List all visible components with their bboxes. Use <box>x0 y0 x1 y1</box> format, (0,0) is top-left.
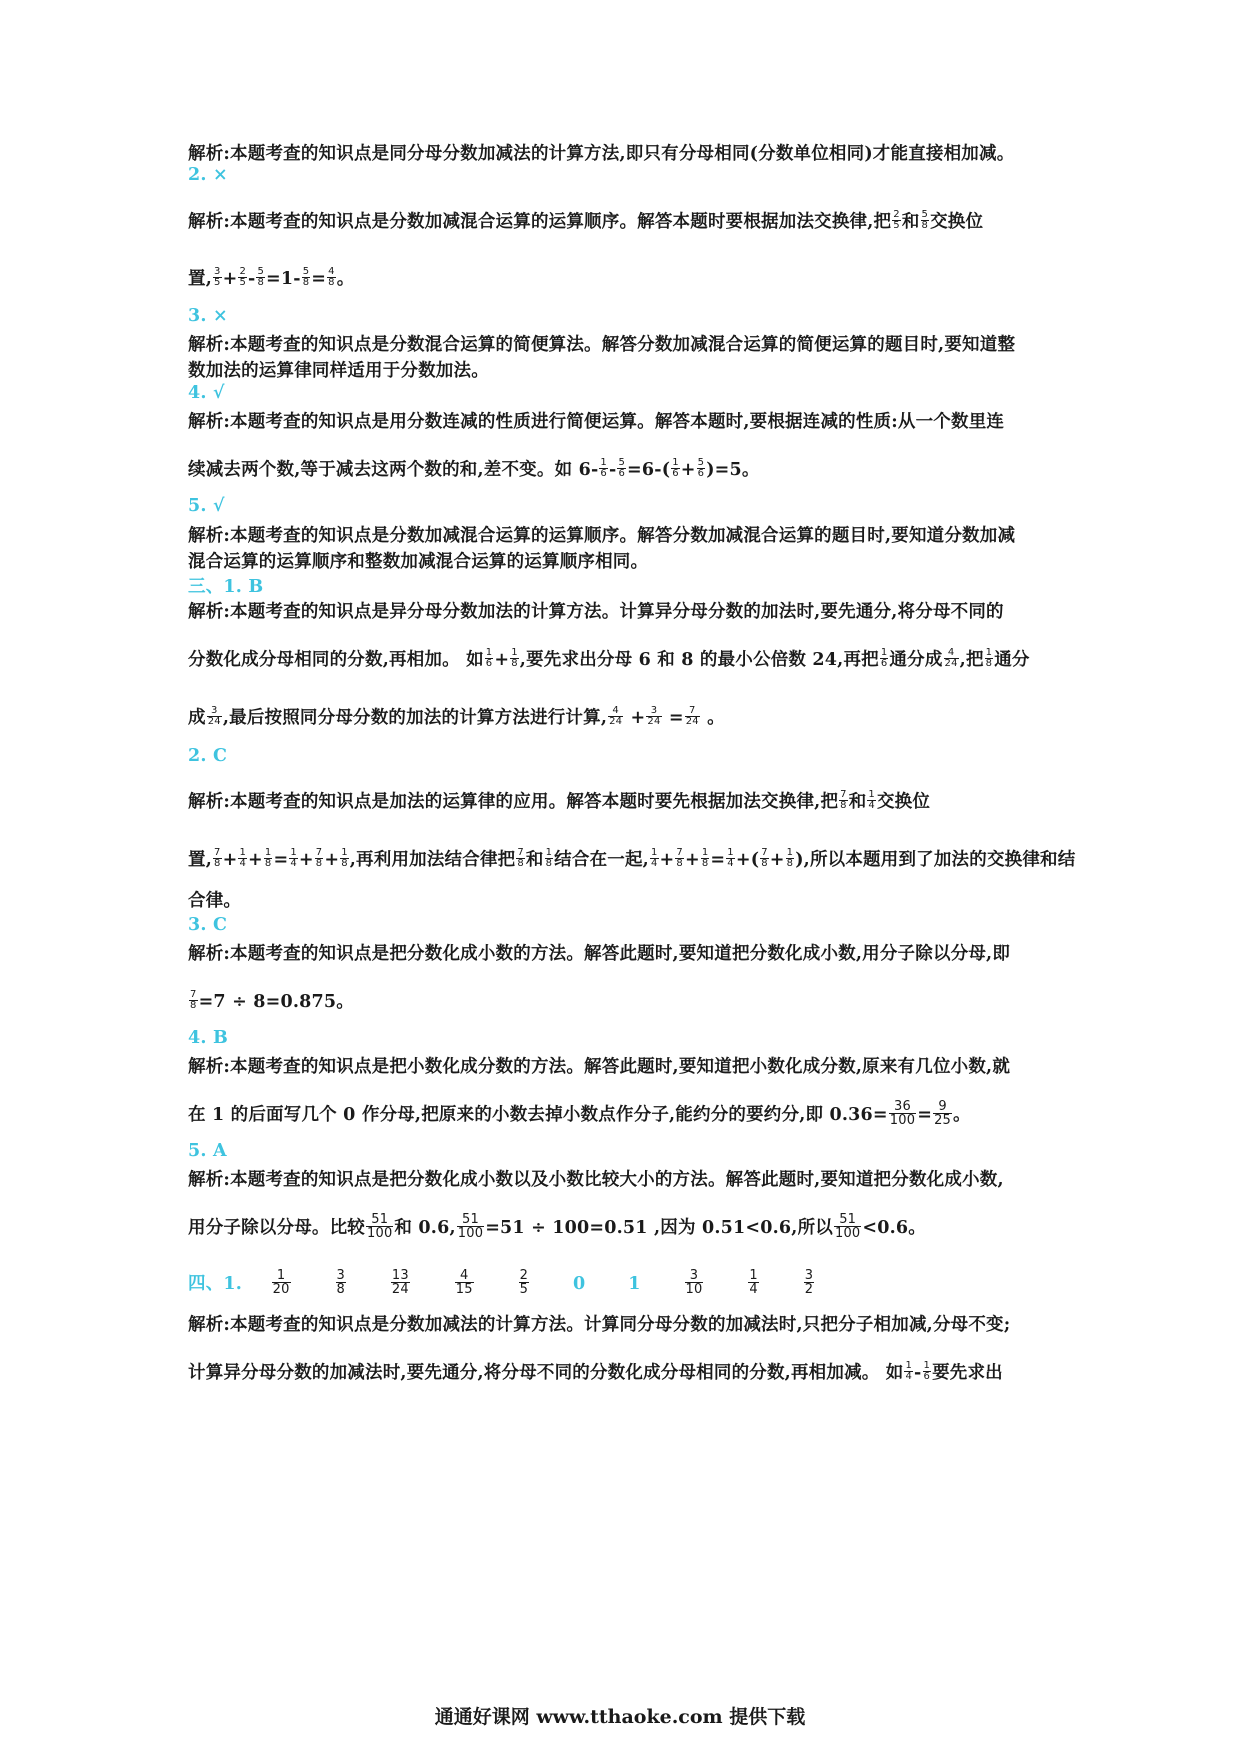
fraction: $\frac{5}{8}$ <box>257 266 265 288</box>
fraction: $\frac{1}{4}$ <box>239 847 246 869</box>
explanation-line: 解析:本题考查的知识点是分数混合运算的简便算法。解答分数加减混合运算的简便运算的题目时,要知道整 <box>188 335 1016 355</box>
fraction: $\frac{3}{5}$ <box>214 266 221 288</box>
fraction: $\frac{1}{8}$ <box>985 647 993 669</box>
answer-heading: 5. A <box>188 1141 227 1161</box>
fraction: $\frac{4}{8}$ <box>328 266 335 288</box>
document-page <box>188 0 1076 1754</box>
fraction: $\frac{9}{25}$ <box>934 1099 952 1128</box>
fraction: $\frac{1}{6}$ <box>923 1360 931 1382</box>
explanation-line: 置, $\frac{3}{5}$ + $\frac{2}{5}$ - $\frac{5}{8}$ =1- $\frac{5}{8}$ = $\frac{4}{8}$ 。 <box>188 266 355 289</box>
explanation-line: $\frac{7}{8}$ =7 ÷ 8=0.875。 <box>190 989 354 1012</box>
fraction: $\frac{1}{6}$ <box>880 647 888 669</box>
fraction: $\frac{1}{4}$ <box>868 789 875 811</box>
explanation-line: 解析:本题考查的知识点是分数加减混合运算的运算顺序。解答分数加减混合运算的题目时,要知道分数加减 <box>188 526 1016 546</box>
fraction: $\frac{7}{8}$ <box>840 789 847 811</box>
fraction: $\frac{1}{8}$ <box>264 847 272 869</box>
fraction: $\frac{7}{8}$ <box>214 847 221 869</box>
fraction: $\frac{1}{6}$ <box>600 457 607 479</box>
fraction: $\frac{51}{100}$ <box>834 1212 861 1241</box>
fraction: $\frac{3}{2}$ <box>804 1268 814 1297</box>
fraction: $\frac{7}{8}$ <box>676 847 683 869</box>
explanation-line: 解析:本题考查的知识点是异分母分数加法的计算方法。计算异分母分数的加法时,要先通分,将分母不同的 <box>188 602 1004 622</box>
fraction: $\frac{2}{5}$ <box>519 1268 529 1297</box>
explanation-line: 合律。 <box>188 891 242 911</box>
fraction: $\frac{5}{6}$ <box>697 457 705 479</box>
explanation-line: 计算异分母分数的加减法时,要先通分,将分母不同的分数化成分母相同的分数,再相加减。 如 $\frac{1}{4}$ - $\frac{1}{6}$ 要先求出 <box>188 1360 1003 1383</box>
fraction: $\frac{1}{4}$ <box>905 1360 913 1382</box>
fraction: $\frac{4}{24}$ <box>609 705 623 727</box>
fraction: $\frac{1}{8}$ <box>511 647 518 669</box>
explanation-line: 解析:本题考查的知识点是把小数化成分数的方法。解答此题时,要知道把小数化成分数,原来有几位小数,就 <box>188 1057 1011 1077</box>
fraction: $\frac{1}{4}$ <box>749 1268 758 1297</box>
fraction: $\frac{2}{5}$ <box>893 209 900 231</box>
answer-heading: 3. C <box>188 915 228 935</box>
fraction: $\frac{5}{8}$ <box>302 266 310 288</box>
fraction: $\frac{1}{8}$ <box>786 847 794 869</box>
fraction: $\frac{3}{24}$ <box>647 705 661 727</box>
fraction: $\frac{1}{8}$ <box>701 847 709 869</box>
explanation-line: 解析:本题考查的知识点是分数加减法的计算方法。计算同分母分数的加减法时,只把分子相加减,分母不变; <box>188 1315 1011 1335</box>
answer-heading: 3. × <box>188 306 228 326</box>
fraction: $\frac{5}{8}$ <box>921 209 929 231</box>
explanation-line: 成 $\frac{3}{24}$ ,最后按照同分母分数的加法的计算方法进行计算, $\frac{4}{24}$ + $\frac{3}{24}$ = $\frac{7}{24}$ 。 <box>188 705 725 728</box>
fraction: $\frac{1}{4}$ <box>650 847 658 869</box>
fraction: $\frac{1}{8}$ <box>545 847 553 869</box>
explanation-line: 在 1 的后面写几个 0 作分母,把原来的小数去掉小数点作分子,能约分的要约分,即 0.36= $\frac{36}{100}$ = $\frac{9}{25}$ 。 <box>188 1099 971 1128</box>
fraction: $\frac{1}{20}$ <box>272 1268 290 1297</box>
section-heading: 四、1. $\frac{1}{20}$ $\frac{3}{8}$ $\frac{13}{24}$ $\frac{4}{15}$ $\frac{2}{5}$ 0 1 $\frac{3}{10}$ $\frac{1}{4}$ $\frac{3}{2}$ <box>188 1268 814 1297</box>
fraction: $\frac{7}{24}$ <box>685 705 699 727</box>
fraction: $\frac{3}{8}$ <box>336 1268 345 1297</box>
fraction: $\frac{4}{15}$ <box>455 1268 473 1297</box>
fraction: $\frac{1}{4}$ <box>290 847 297 869</box>
fraction: $\frac{1}{4}$ <box>727 847 734 869</box>
explanation-line: 置, $\frac{7}{8}$ + $\frac{1}{4}$ + $\frac{1}{8}$ = $\frac{1}{4}$ + $\frac{7}{8}$ + $\frac{1}{8}$ ,再利用加法结合律把 $\frac{7}{8}$ 和 $\frac{1}{8}$ 结合在一起, $\frac{1}{4}$ + $\frac{7}{8}$ + $\frac{1}{8}$ = $\frac{1}{4}$ +( $\frac{7}{8}$ + $\frac{1}{8}$ ),所以本题用到了加法的交换律和结 <box>188 847 1076 870</box>
fraction: $\frac{3}{24}$ <box>207 705 221 727</box>
fraction: $\frac{13}{24}$ <box>391 1268 409 1297</box>
fraction: $\frac{7}{8}$ <box>315 847 323 869</box>
fraction: $\frac{4}{24}$ <box>944 647 958 669</box>
fraction: $\frac{51}{100}$ <box>367 1212 393 1241</box>
fraction: $\frac{1}{6}$ <box>672 457 679 479</box>
explanation-line: 分数化成分母相同的分数,再相加。 如 $\frac{1}{6}$ + $\frac{1}{8}$ ,要先求出分母 6 和 8 的最小公倍数 24,再把 $\frac{1}{6}$ 通分成 $\frac{4}{24}$ ,把 $\frac{1}{8}$ 通分 <box>188 647 1030 670</box>
explanation-line: 混合运算的运算顺序和整数加减混合运算的运算顺序相同。 <box>188 552 649 572</box>
explanation-line: 解析:本题考查的知识点是分数加减混合运算的运算顺序。解答本题时要根据加法交换律,把 $\frac{2}{5}$ 和 $\frac{5}{8}$ 交换位 <box>188 209 984 232</box>
fraction: $\frac{1}{6}$ <box>485 647 493 669</box>
section-heading: 三、1. B <box>188 577 264 597</box>
explanation-line: 用分子除以分母。比较 $\frac{51}{100}$ 和 0.6, $\frac{51}{100}$ =51 ÷ 100=0.51 ,因为 0.51<0.6,所以 $\frac{51}{100}$ <0.6。 <box>188 1212 926 1241</box>
explanation-line: 解析:本题考查的知识点是把分数化成小数以及小数比较大小的方法。解答此题时,要知道把分数化成小数, <box>188 1170 1004 1190</box>
fraction: $\frac{5}{6}$ <box>618 457 626 479</box>
download-footer: 通通好课网 www.tthaoke.com 提供下载 <box>434 1706 806 1728</box>
fraction: $\frac{7}{8}$ <box>761 847 768 869</box>
explanation-line: 解析:本题考查的知识点是把分数化成小数的方法。解答此题时,要知道把分数化成小数,用分子除以分母,即 <box>188 944 1011 964</box>
fraction: $\frac{1}{8}$ <box>341 847 348 869</box>
explanation-line: 解析:本题考查的知识点是加法的运算律的应用。解答本题时要先根据加法交换律,把 $\frac{7}{8}$ 和 $\frac{1}{4}$ 交换位 <box>188 789 931 812</box>
answer-heading: 5. √ <box>188 496 225 516</box>
fraction: $\frac{3}{10}$ <box>685 1268 703 1297</box>
fraction: $\frac{7}{8}$ <box>517 847 524 869</box>
explanation-line: 数加法的运算律同样适用于分数加法。 <box>188 361 489 381</box>
answer-heading: 2. × <box>188 165 228 185</box>
answer-heading: 4. B <box>188 1028 228 1048</box>
fraction: $\frac{7}{8}$ <box>190 989 197 1011</box>
fraction: $\frac{36}{100}$ <box>889 1099 916 1128</box>
fraction: $\frac{2}{5}$ <box>239 266 246 288</box>
explanation-line: 解析:本题考查的知识点是用分数连减的性质进行简便运算。解答本题时,要根据连减的性质:从一个数里连 <box>188 412 1005 432</box>
explanation-line: 续减去两个数,等于减去这两个数的和,差不变。如 6- $\frac{1}{6}$ - $\frac{5}{6}$ =6-( $\frac{1}{6}$ + $\frac{5}{6}$ )=5。 <box>188 457 760 480</box>
explanation-line: 解析:本题考查的知识点是同分母分数加减法的计算方法,即只有分母相同(分数单位相同)才能直接相加减。 <box>188 144 1015 164</box>
fraction: $\frac{51}{100}$ <box>457 1212 484 1241</box>
answer-heading: 2. C <box>188 746 228 766</box>
answer-heading: 4. √ <box>188 383 225 403</box>
